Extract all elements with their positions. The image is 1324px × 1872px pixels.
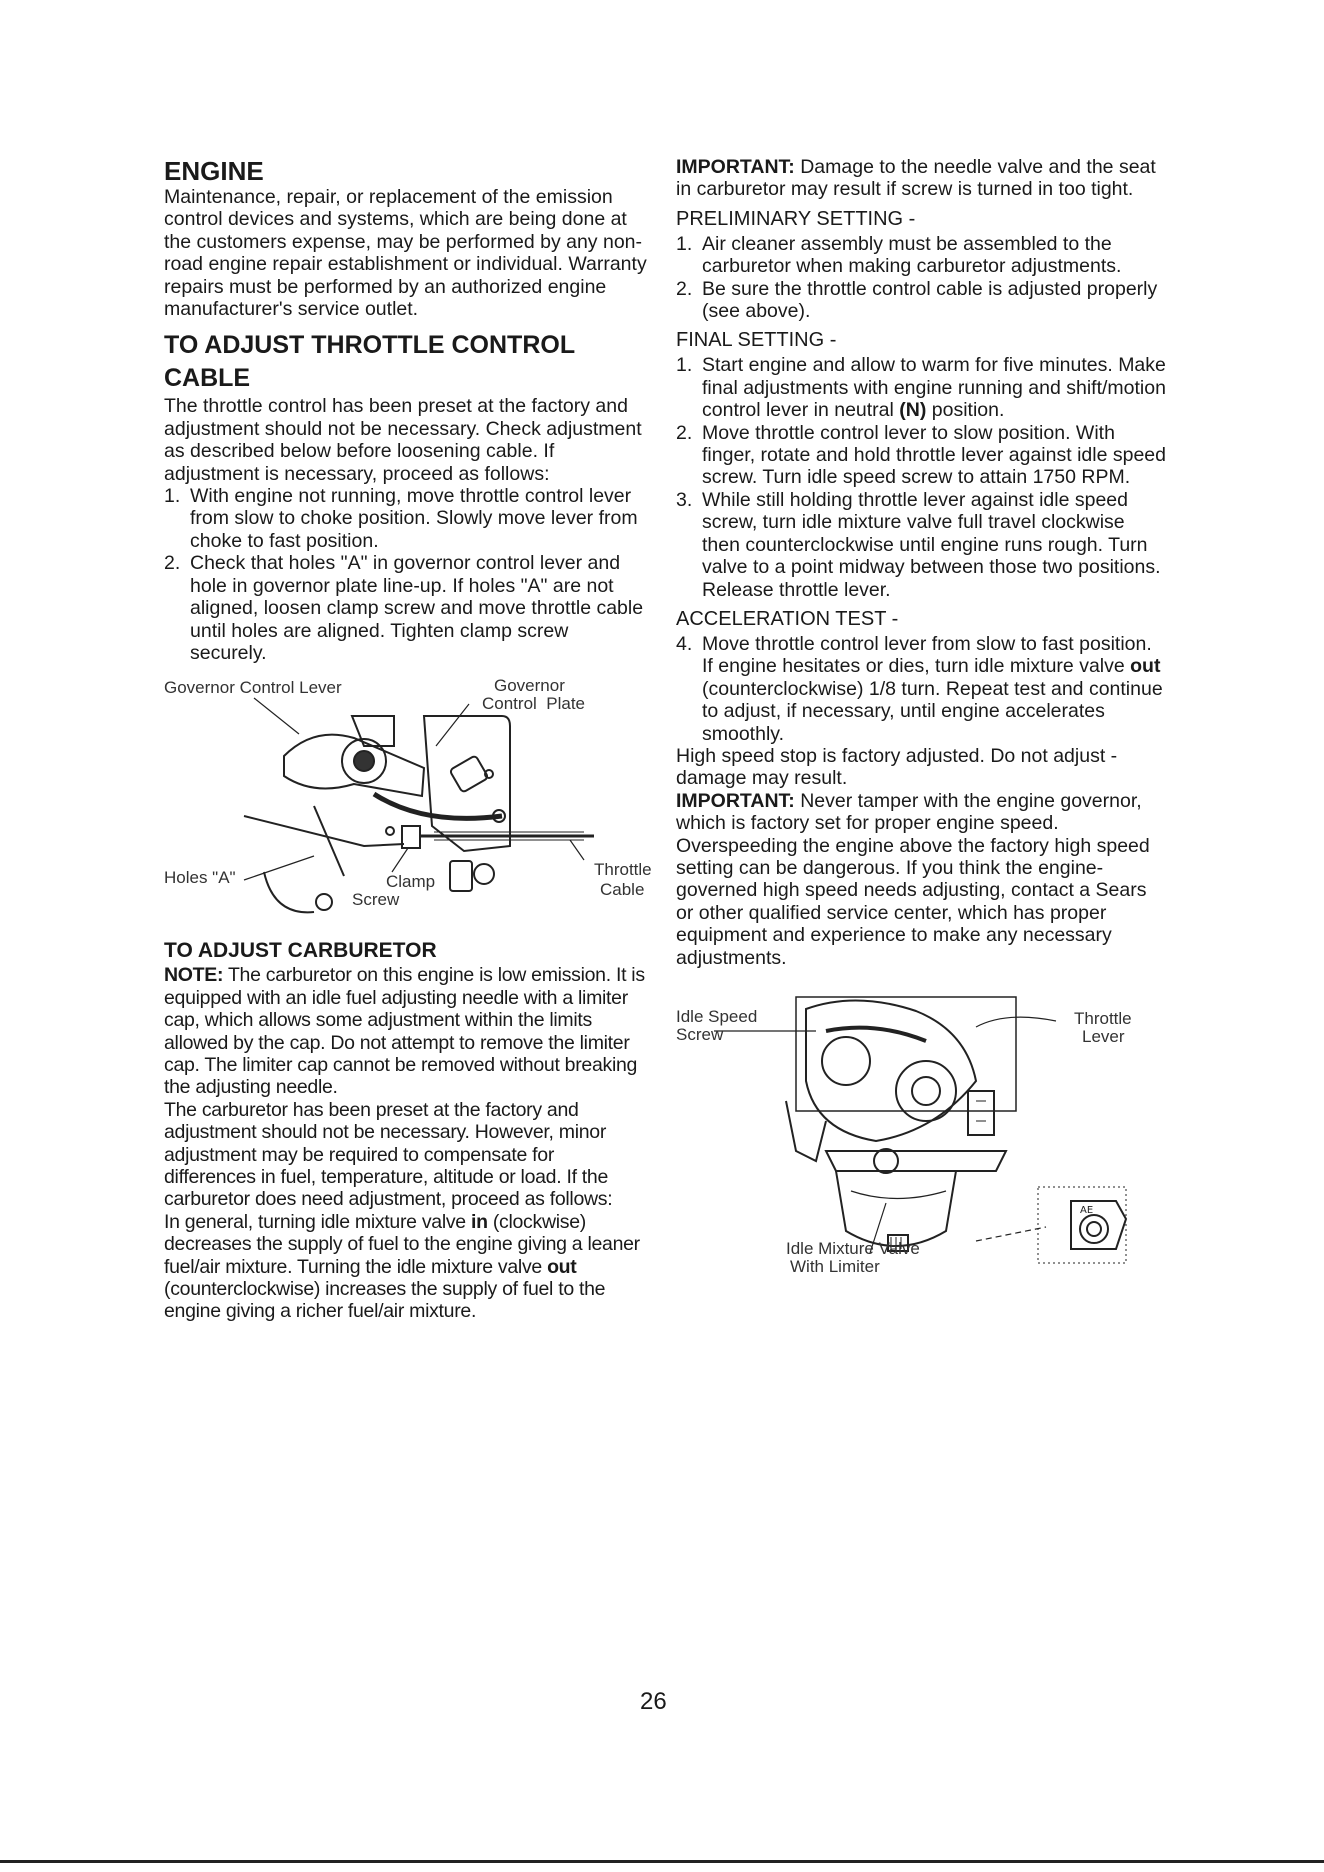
step-text <box>702 633 1166 745</box>
throttle-step-1 <box>164 485 650 552</box>
bold-out: out <box>1130 655 1161 678</box>
important-label: IMPORTANT: <box>676 156 795 178</box>
svg-text:AE: AE <box>1080 1205 1094 1216</box>
throttle-heading-line-1: TO ADJUST THROTTLE CONTROL <box>164 331 576 360</box>
carburetor-para-2: The carburetor has been preset at the factory and adjustment should not be necessary. However, minor adjustment may be required to compensate for differences in fuel, temperature, altitude or load. If the carburetor does need adjustment, proceed as follows: <box>164 1098 613 1211</box>
throttle-lever-label-1: Throttle <box>1074 1009 1132 1028</box>
left-column <box>164 156 650 1323</box>
preliminary-step-1 <box>676 233 1166 278</box>
step-text: While still holding throttle lever against idle speed screw, turn idle mixture valve full travel clockwise then counterclockwise until engine runs rough. Turn valve to a point midway between those two positions. Release throttle lever. <box>702 488 1161 601</box>
bottom-rule <box>0 1860 1324 1863</box>
text-run: (counterclockwise) increases the supply of fuel to the engine giving a richer fuel/air mixture. <box>164 1278 606 1323</box>
note-text: The carburetor on this engine is low emission. It is equipped with an idle fuel adjusting needle with a limiter cap, which allows some adjustment within the limits allowed by the cap. Do not attempt to remove the limiter cap. The limiter cap cannot be removed without breaking the adjusting needle. <box>164 964 645 1099</box>
high-speed-note: High speed stop is factory adjusted. Do not adjust - damage may result. <box>676 744 1118 790</box>
idle-speed-label-1: Idle Speed <box>676 1007 758 1026</box>
screw-label: Screw <box>352 890 400 910</box>
note-label: NOTE: <box>164 964 224 987</box>
step-text: Move throttle control lever to slow position. With finger, rotate and hold throttle lever against idle speed screw. Turn idle speed screw to attain 1750 RPM. <box>702 421 1166 489</box>
text-run: (clockwise) decreases the supply of fuel to the engine giving a leaner fuel/air mixture. Turning the idle mixture valve <box>164 1210 640 1278</box>
step-text <box>702 354 1166 421</box>
final-step-2 <box>676 422 1166 489</box>
step-number: 1. <box>676 354 693 377</box>
idle-mixture-label-2: With Limiter <box>790 1257 880 1276</box>
idle-mixture-label-1: Idle Mixture Valve <box>786 1239 920 1258</box>
governor-diagram-drawing <box>164 676 650 932</box>
step-text: Air cleaner assembly must be assembled to the carburetor when making carburetor adjustments. <box>702 232 1122 278</box>
governor-control-plate-label-2: Control Plate <box>482 694 585 714</box>
bold-in: in <box>470 1210 488 1233</box>
step-number: 3. <box>676 488 693 511</box>
throttle-step-2 <box>164 552 650 664</box>
idle-speed-label-2: Screw <box>676 1025 724 1044</box>
engine-body: Maintenance, repair, or replacement of the emission control devices and systems, which are being done at the customers expense, may be performed by any non-road engine repair establishment or individual. Warranty repairs must be performed by an authorized engine manufacturer's service outlet. <box>164 186 647 321</box>
text-run: Start engine and allow to warm for five minutes. Make final adjustments with engine running and shift/motion control lever in neutral <box>702 354 1166 422</box>
holes-a-label: Holes "A" <box>164 868 236 888</box>
acceleration-step-4 <box>676 633 1166 745</box>
important-label: IMPORTANT: <box>676 789 795 812</box>
page-number: 26 <box>640 1688 667 1715</box>
neutral-n: (N) <box>899 399 927 422</box>
clamp-label: Clamp <box>386 872 436 892</box>
final-heading: FINAL SETTING - <box>676 329 837 352</box>
bold-out: out <box>547 1255 577 1278</box>
step-number: 1. <box>676 232 693 255</box>
step-text: Check that holes "A" in governor control lever and hole in governor plate line-up. If holes "A" are not aligned, loosen clamp screw and move throttle cable until holes are aligned. Tighten clamp screw securely. <box>190 552 644 664</box>
step-number: 1. <box>164 485 181 508</box>
step-text: Be sure the throttle control cable is adjusted properly (see above). <box>702 277 1158 323</box>
governor-figure <box>164 676 650 932</box>
throttle-lever-label-2: Lever <box>1082 1027 1125 1046</box>
final-step-1 <box>676 354 1166 421</box>
text-run: Move throttle control lever from slow to fast position. If engine hesitates or dies, turn idle mixture valve <box>702 632 1152 678</box>
carburetor-heading: TO ADJUST CARBURETOR <box>164 939 437 963</box>
text-run: position. <box>926 399 1005 422</box>
important-text: Damage to the needle valve and the seat in carburetor may result if screw is turned in too tight. <box>676 156 1156 201</box>
preliminary-step-2 <box>676 278 1166 323</box>
preliminary-heading: PRELIMINARY SETTING - <box>676 207 916 230</box>
right-column <box>676 156 1166 1287</box>
governor-control-lever-label: Governor Control Lever <box>164 678 342 698</box>
important-text: Never tamper with the engine governor, which is factory set for proper engine speed. Overspeeding the engine above the factory high speed setting can be dangerous. If you think the engine-governed high speed needs adjusting, contact a Sears or other qualified service center, which has proper equipment and experience to make any necessary adjustments. <box>676 789 1150 969</box>
carburetor-figure <box>676 991 1166 1287</box>
throttle-intro: The throttle control has been preset at the factory and adjustment should not be necessary. Check adjustment as described below before loosening cable. If adjustment is necessary, proceed as follows: <box>164 395 642 485</box>
important-governor-note <box>676 790 1166 969</box>
important-note <box>676 156 1166 201</box>
step-number: 2. <box>164 552 181 575</box>
governor-control-plate-label-1: Governor <box>494 676 565 696</box>
step-number: 4. <box>676 632 693 655</box>
throttle-label: Throttle <box>594 860 652 880</box>
cable-label: Cable <box>600 880 645 900</box>
step-number: 2. <box>676 277 693 300</box>
acceleration-heading: ACCELERATION TEST - <box>676 607 899 630</box>
throttle-heading-line-2: CABLE <box>164 364 251 393</box>
text-run: In general, turning idle mixture valve <box>164 1210 471 1233</box>
carburetor-note <box>164 964 650 1098</box>
final-step-3 <box>676 489 1166 601</box>
engine-heading: ENGINE <box>164 156 264 186</box>
carburetor-para-3 <box>164 1211 650 1323</box>
text-run: (counterclockwise) 1/8 turn. Repeat test and continue to adjust, if necessary, until engine accelerates smoothly. <box>702 677 1163 745</box>
step-text: With engine not running, move throttle control lever from slow to choke position. Slowly move lever from choke to fast position. <box>190 485 638 552</box>
step-number: 2. <box>676 421 693 444</box>
